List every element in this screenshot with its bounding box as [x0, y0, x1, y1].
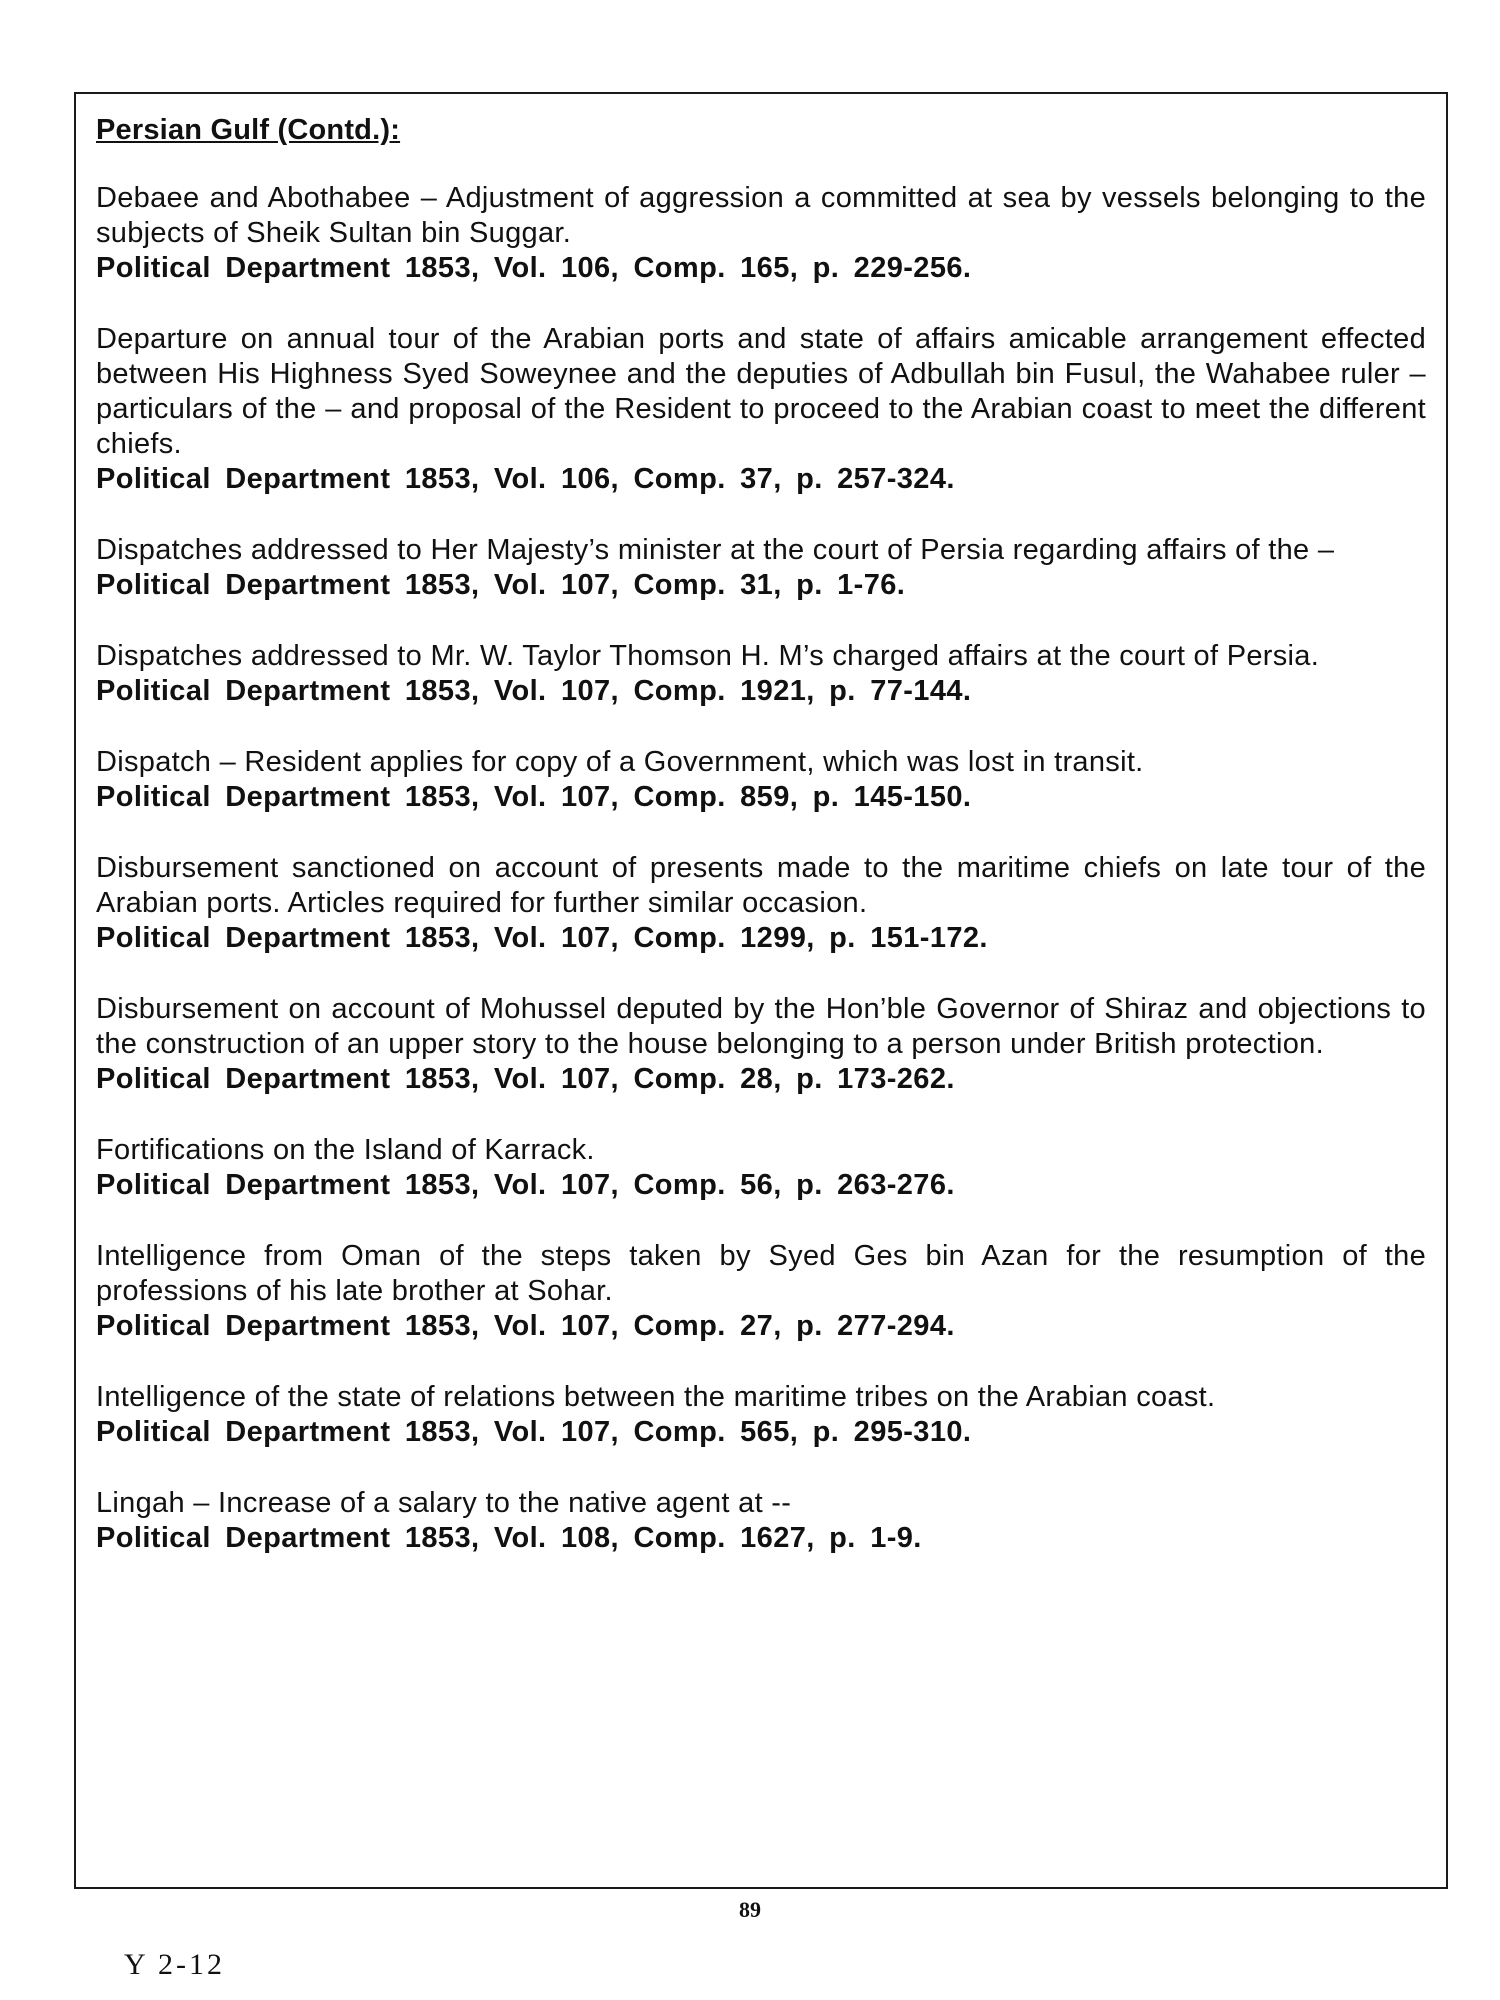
- catalog-entry: [96, 322, 1426, 497]
- entry-reference: Political Department 1853, Vol. 108, Comp. 1627, p. 1-9.: [96, 1522, 922, 1554]
- entry-reference: Political Department 1853, Vol. 107, Comp. 859, p. 145-150.: [96, 781, 972, 813]
- entry-reference: Political Department 1853, Vol. 107, Comp. 31, p. 1-76.: [96, 569, 906, 601]
- entry-reference: Political Department 1853, Vol. 107, Comp. 56, p. 263-276.: [96, 1169, 955, 1201]
- entry-description: Debaee and Abothabee – Adjustment of aggression a committed at sea by vessels belonging to the subjects of Sheik Sultan bin Suggar.: [96, 182, 1426, 249]
- catalog-entry: [96, 851, 1426, 956]
- entry-description: Dispatches addressed to Her Majesty’s minister at the court of Persia regarding affairs of the –: [96, 534, 1335, 566]
- catalog-entry: [96, 1239, 1426, 1344]
- catalog-entry: [96, 1486, 1426, 1556]
- entry-description: Lingah – Increase of a salary to the native agent at --: [96, 1487, 792, 1519]
- archive-code: Y 2-12: [124, 1948, 226, 1981]
- section-heading: Persian Gulf (Contd.):: [96, 114, 401, 146]
- entry-reference: Political Department 1853, Vol. 107, Comp. 1921, p. 77-144.: [96, 675, 972, 707]
- entry-description: Departure on annual tour of the Arabian ports and state of affairs amicable arrangement effected between His Highness Syed Soweynee and the deputies of Adbullah bin Fusul, the Wahabee ruler – particulars of the – and proposal of the Resident to proceed to the Arabian coast to meet the different chiefs.: [96, 323, 1426, 460]
- entry-description: Fortifications on the Island of Karrack.: [96, 1134, 595, 1166]
- entry-description: Intelligence from Oman of the steps taken by Syed Ges bin Azan for the resumption of the professions of his late brother at Sohar.: [96, 1240, 1426, 1307]
- entry-description: Dispatches addressed to Mr. W. Taylor Thomson H. M’s charged affairs at the court of Persia.: [96, 640, 1320, 672]
- entry-reference: Political Department 1853, Vol. 106, Comp. 37, p. 257-324.: [96, 463, 955, 495]
- catalog-entry: [96, 533, 1426, 603]
- entry-reference: Political Department 1853, Vol. 107, Comp. 27, p. 277-294.: [96, 1310, 955, 1342]
- entry-description: Disbursement sanctioned on account of presents made to the maritime chiefs on late tour of the Arabian ports. Articles required for further similar occasion.: [96, 852, 1426, 919]
- entry-reference: Political Department 1853, Vol. 107, Comp. 1299, p. 151-172.: [96, 922, 988, 954]
- entry-reference: Political Department 1853, Vol. 106, Comp. 165, p. 229-256.: [96, 252, 972, 284]
- entry-description: Disbursement on account of Mohussel deputed by the Hon’ble Governor of Shiraz and objections to the construction of an upper story to the house belonging to a person under British protection.: [96, 993, 1426, 1060]
- catalog-entry: [96, 181, 1426, 286]
- catalog-entry: [96, 639, 1426, 709]
- page-number: 89: [739, 1897, 761, 1922]
- catalog-entry: [96, 1133, 1426, 1203]
- catalog-entry: [96, 1380, 1426, 1450]
- catalog-entry: [96, 992, 1426, 1097]
- entry-reference: Political Department 1853, Vol. 107, Comp. 565, p. 295-310.: [96, 1416, 972, 1448]
- document-body: [96, 114, 1426, 1592]
- document-frame: [74, 92, 1448, 1889]
- entry-description: Intelligence of the state of relations between the maritime tribes on the Arabian coast.: [96, 1381, 1216, 1413]
- catalog-entry: [96, 745, 1426, 815]
- entry-reference: Political Department 1853, Vol. 107, Comp. 28, p. 173-262.: [96, 1063, 955, 1095]
- entry-description: Dispatch – Resident applies for copy of a Government, which was lost in transit.: [96, 746, 1144, 778]
